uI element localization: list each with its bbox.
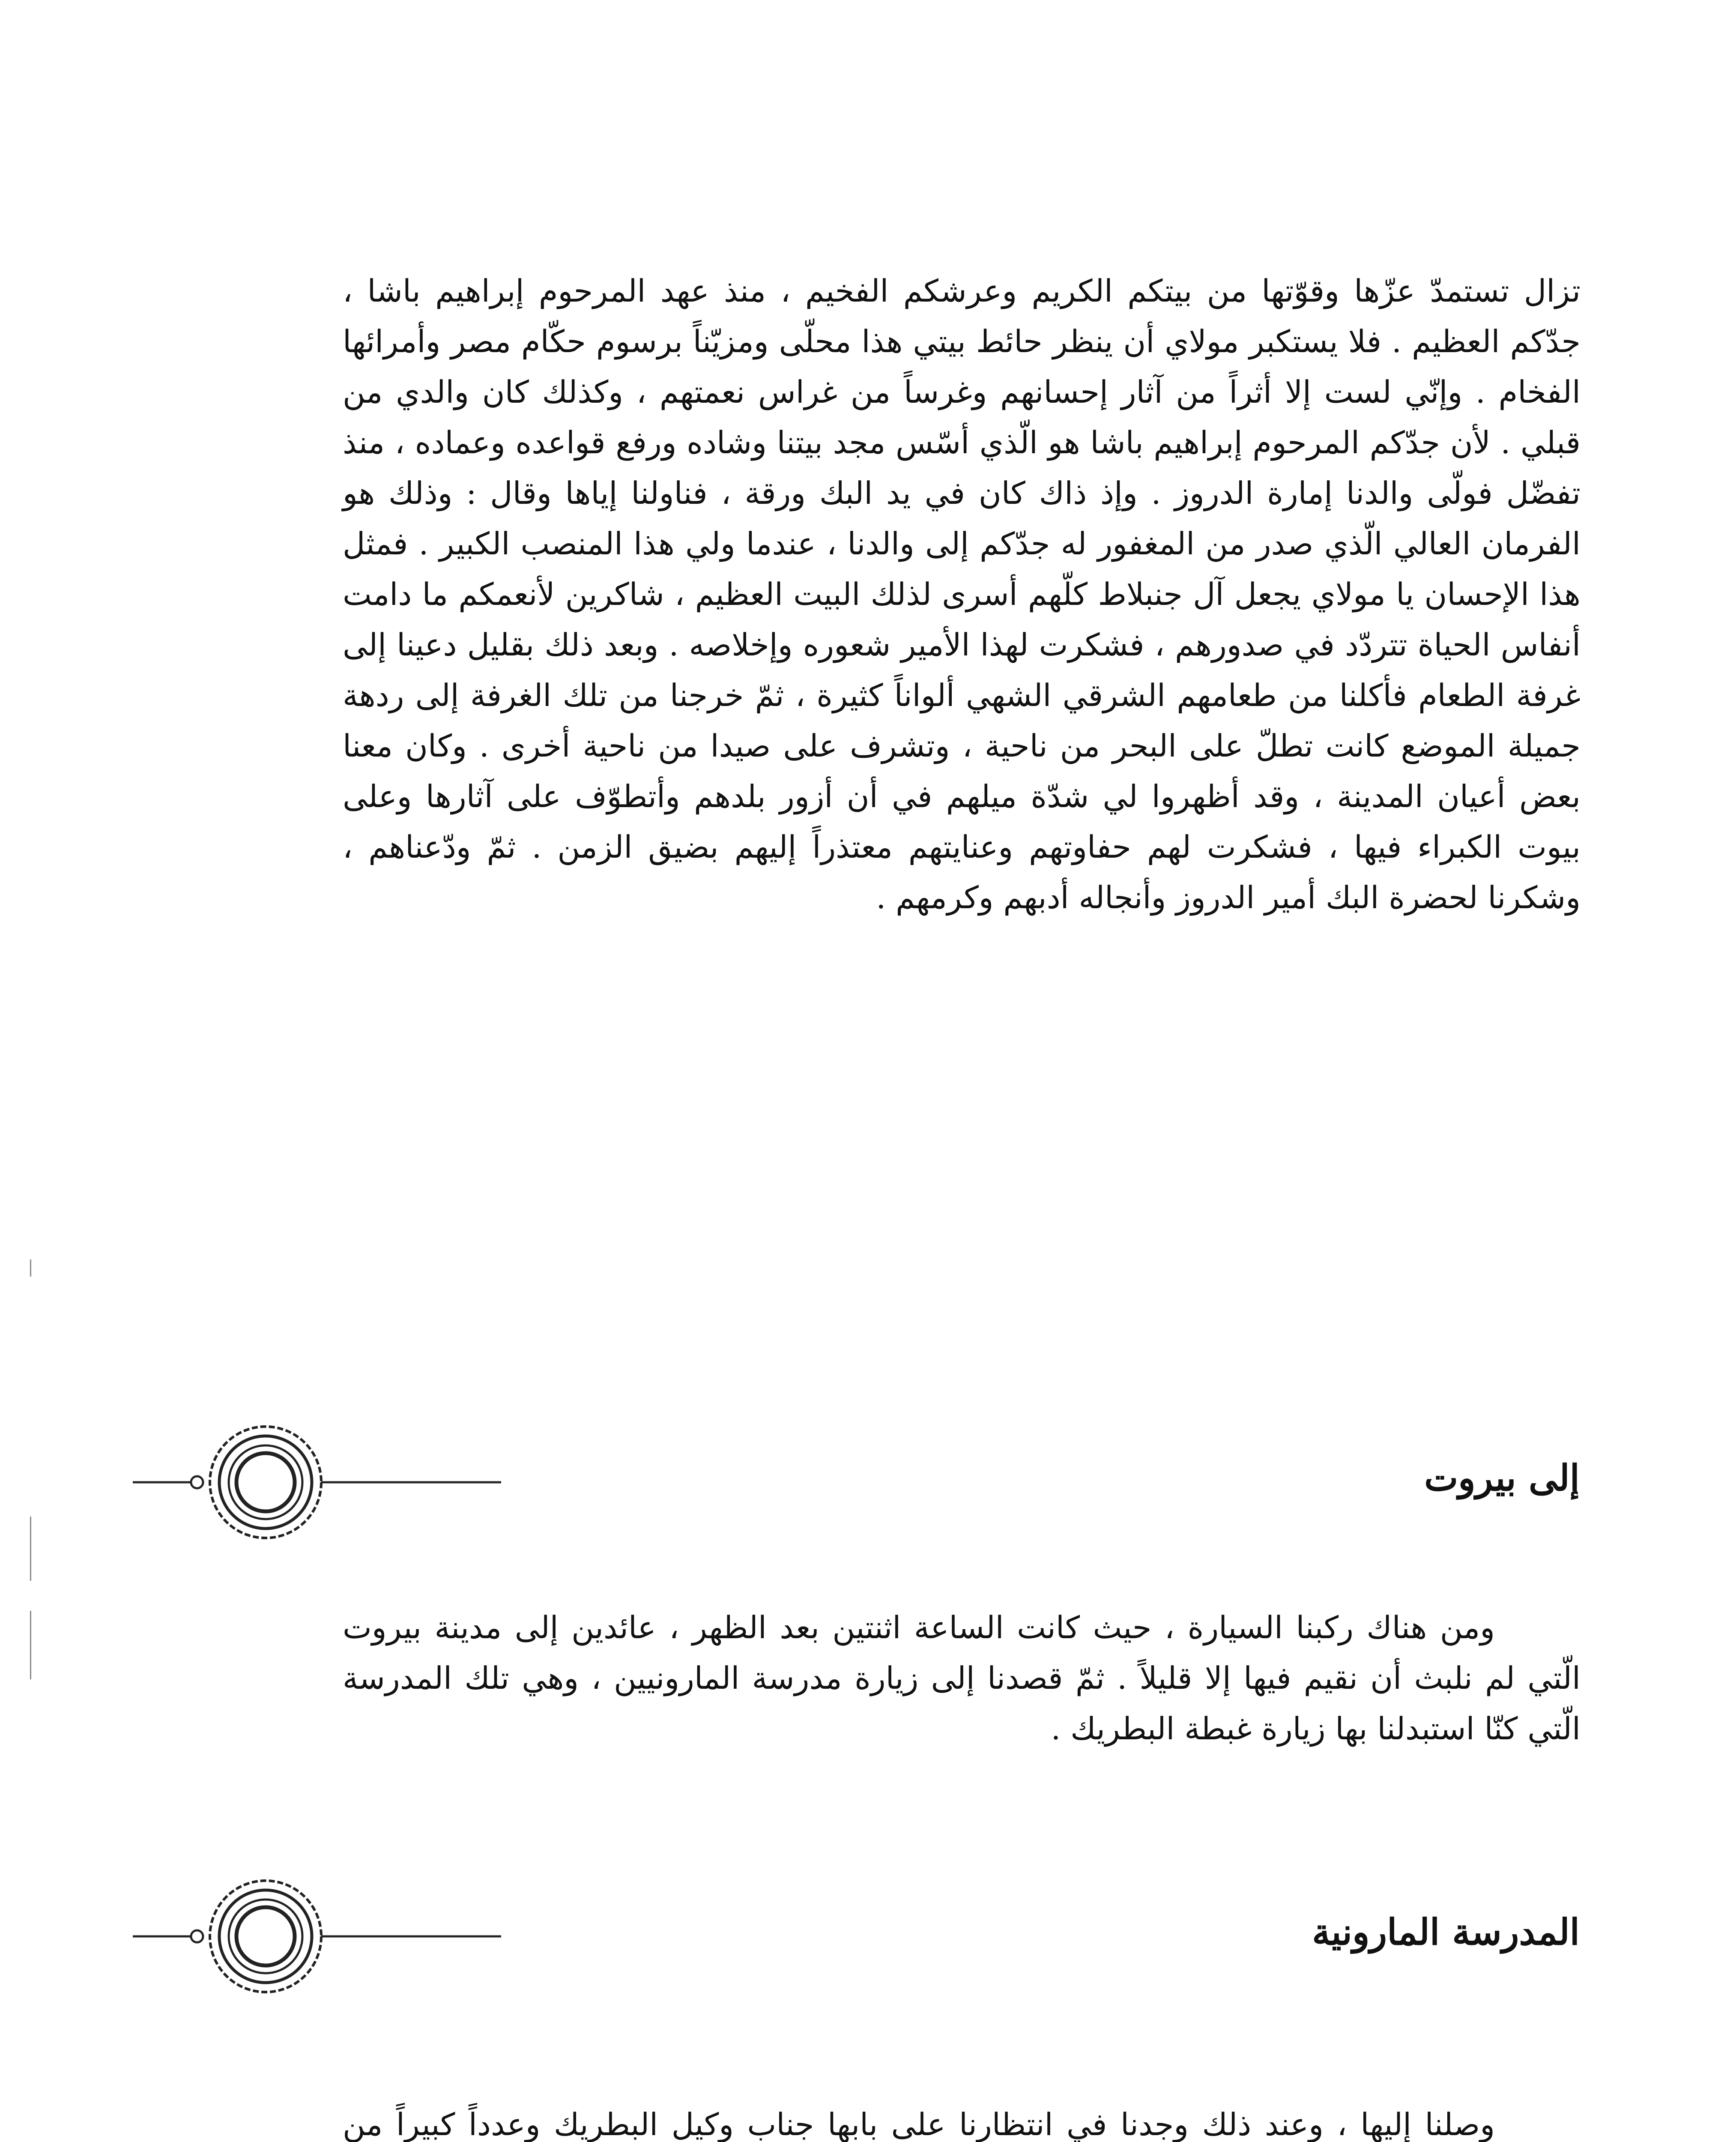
section-heading-maronite-school: المدرسة المارونية — [1312, 1911, 1580, 1953]
paragraph: وصلنا إليها ، وعند ذلك وجدنا في انتظارنا على بابها جناب وكيل البطريك وعدداً كبيراً من — [343, 2106, 1495, 2142]
ornament-divider-icon — [124, 1422, 510, 1542]
scan-artifact-mark — [30, 1611, 31, 1679]
paragraph: ومن هناك ركبنا السيارة ، حيث كانت الساعة اثنتين بعد الظهر ، عائدين إلى مدينة بيروت الّتي لم نلبث أن نقيم فيها إلا قليلاً . ثمّ قصدنا إلى زيارة مدرسة المارونيين ، وهي تلك المدرسة الّتي كنّا استبدلنا بها زيارة غبطة البطريك . — [343, 1609, 1581, 1747]
paragraph: تزال تستمدّ عزّها وقوّتها من بيتكم الكريم وعرشكم الفخيم ، منذ عهد المرحوم إبراهيم باشا ، جدّكم العظيم . فلا يستكبر مولاي أن ينظر حائط بيتي هذا محلّى ومزيّناً برسوم حكّام مصر وأمرائها الفخام . وإنّي لست إلا أثراً من آثار إحسانهم وغرساً من غراس نعمتهم ، وكذلك كان والدي من قبلي . لأن جدّكم المرحوم إبراهيم باشا هو الّذي أسّس مجد بيتنا وشاده ورفع قواعده وعماده ، منذ تفضّل فولّى والدنا إمارة الدروز . وإذ ذاك كان في يد البك ورقة ، فناولنا إياها وقال : وذلك هو الفرمان العالي الّذي صدر من المغفور له جدّكم إلى والدنا ، عندما ولي هذا المنصب الكبير . فمثل هذا الإحسان يا مولاي يجعل آل جنبلاط كلّهم أسرى لذلك البيت العظيم ، شاكرين لأنعمكم ما دامت أنفاس الحياة تتردّد في صدورهم ، فشكرت لهذا الأمير شعوره وإخلاصه . وبعد ذلك بقليل دعينا إلى غرفة الطعام فأكلنا من طعامهم الشرقي الشهي ألواناً كثيرة ، ثمّ خرجنا من تلك الغرفة إلى ردهة جميلة الموضع كانت تطلّ على البحر من ناحية ، وتشرف على صيدا من ناحية أخرى . وكان معنا بعض أعيان المدينة ، وقد أظهروا لي شدّة ميلهم في أن أزور بلدهم وأتطوّف على آثارها وعلى بيوت الكبراء فيها ، فشكرت لهم حفاوتهم وعنايتهم معتذراً إليهم بضيق الزمن . ثمّ ودّعناهم ، وشكرنا لحضرة البك أمير الدروز وأنجاله أدبهم وكرمهم . — [343, 273, 1581, 915]
ornament-divider-icon — [124, 1876, 510, 1996]
body-text-section — [343, 2099, 1581, 2142]
body-text-section — [343, 266, 1581, 923]
scan-artifact-mark — [30, 1517, 31, 1581]
section-heading-to-beirut: إلى بيروت — [1424, 1457, 1580, 1499]
scan-artifact-mark — [30, 1259, 31, 1277]
body-text-section — [343, 1602, 1581, 1754]
